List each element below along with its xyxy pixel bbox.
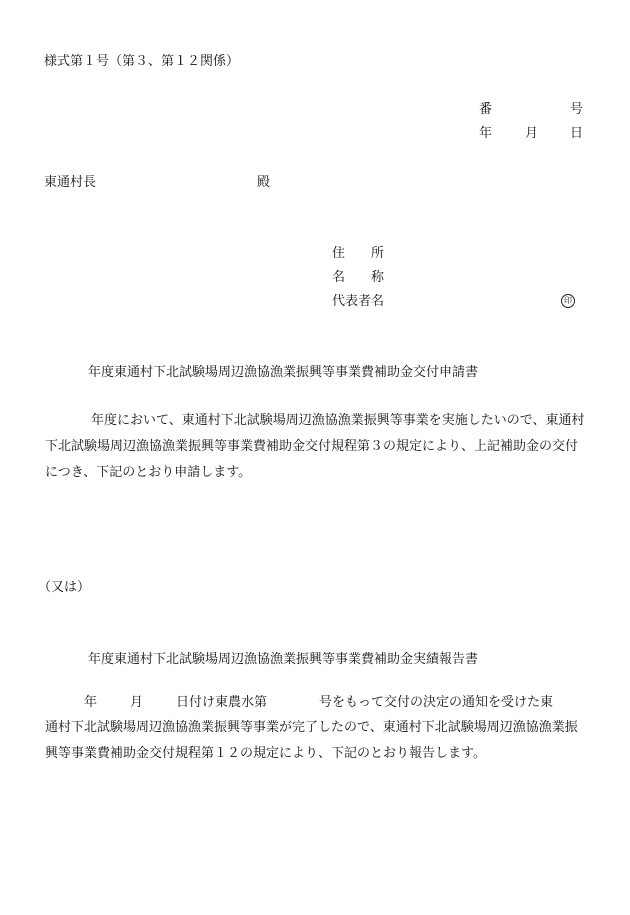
report-body-date-text: 日付け東農水第: [176, 695, 268, 710]
application-body-text: 年度において、東通村下北試験場周辺漁協漁業振興等事業を実施したいので、東通村下北試験場周辺漁協漁業振興等事業費補助金交付規程第３の規定により、上記補助金の交付につき、下記のとおり申請します。: [45, 413, 585, 480]
report-body-month: 月: [130, 695, 144, 710]
alternative-label: （又は）: [38, 580, 91, 595]
application-body: [45, 408, 590, 486]
form-label: 様式第１号（第３、第１２関係）: [44, 54, 240, 69]
date-day: 日: [570, 126, 584, 141]
date-year: 年: [479, 126, 493, 141]
seal-mark: 印: [561, 294, 575, 308]
representative-label: 代表者名: [332, 294, 385, 309]
date-month: 月: [525, 126, 539, 141]
report-title: 年度東通村下北試験場周辺漁協漁業振興等事業費補助金実績報告書: [88, 652, 479, 667]
report-body: [45, 715, 590, 767]
addressee-honorific: 殿: [257, 175, 271, 190]
address-label: 住 所: [332, 246, 385, 261]
number-go: 号: [570, 102, 584, 117]
report-body-line1-rest: 号をもって交付の決定の通知を受けた東: [319, 695, 554, 710]
addressee-name: 東通村長: [44, 175, 97, 190]
name-label: 名 称: [332, 270, 385, 285]
report-body-year: 年: [84, 695, 98, 710]
report-body-text: 通村下北試験場周辺漁協漁業振興等事業が完了したので、東通村下北試験場周辺漁協漁業振興等事業費補助金交付規程第１２の規定により、下記のとおり報告します。: [45, 720, 578, 761]
application-title: 年度東通村下北試験場周辺漁協漁業振興等事業費補助金交付申請書: [88, 365, 479, 380]
number-ban: 番: [479, 102, 493, 117]
